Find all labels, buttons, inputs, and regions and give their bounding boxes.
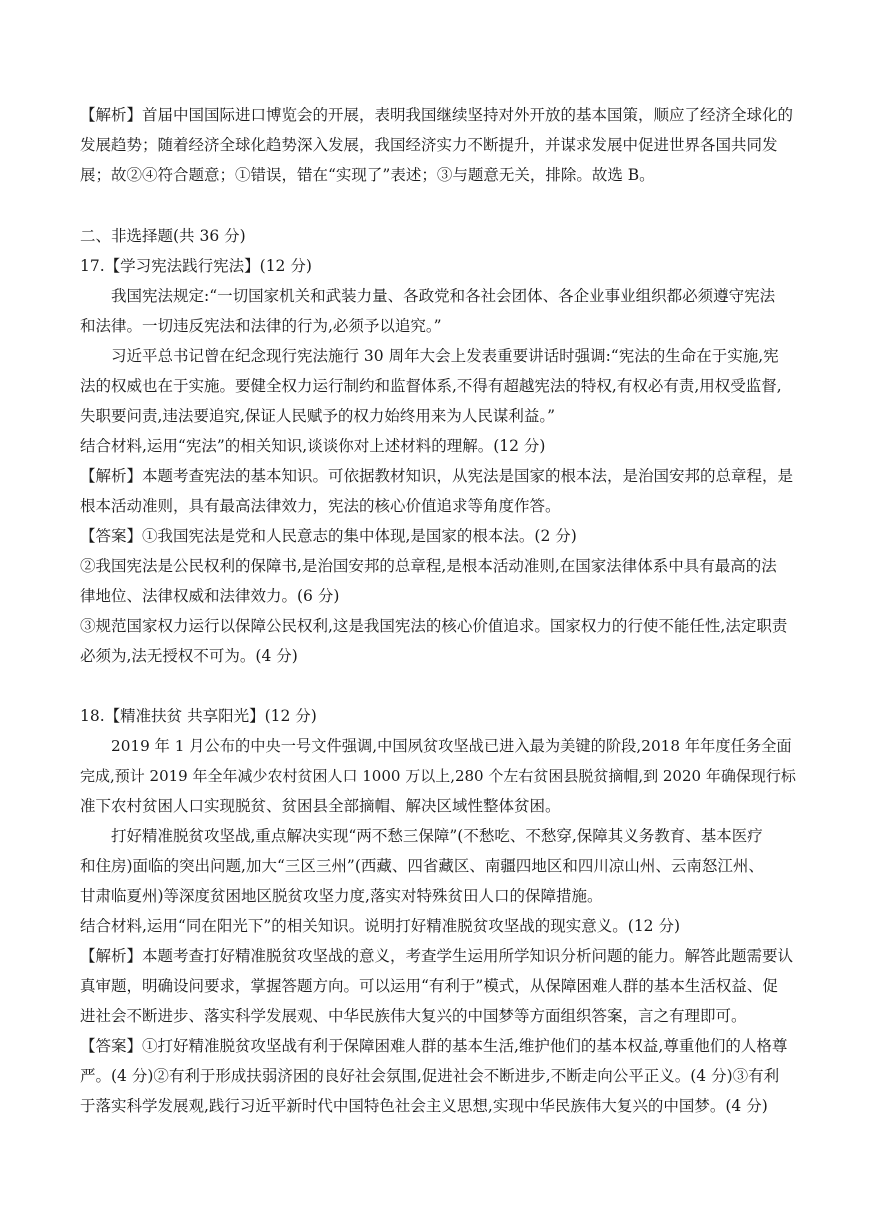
q17-material-line: 和法律。一切违反宪法和法律的行为,必须予以追究。” [80,317,442,335]
q17-analysis-line: 【解析】本题考查宪法的基本知识。可依据教材知识，从宪法是国家的根本法，是治国安邦的总章程，是 [80,467,794,485]
q16-analysis-line: 【解析】首届中国国际进口博览会的开展，表明我国继续坚持对外开放的基本国策，顺应了经济全球化的 [80,106,794,124]
q16-analysis-line: 发展趋势；随着经济全球化趋势深入发展，我国经济实力不断提升，并谋求发展中促进世界各国共同发 [80,136,778,154]
q18-analysis-line: 【解析】本题考查打好精准脱贫攻坚战的意义，考查学生运用所学知识分析问题的能力。解答此题需要认 [80,947,794,965]
q18-answer-line: 严。(4 分)②有利于形成扶弱济困的良好社会氛围,促进社会不断进步,不断走向公平正义。(4 分)③有利 [80,1067,780,1085]
q17-material-line: 失职要问责,违法要追究,保证人民赋予的权力始终用来为人民谋利益。” [80,407,556,425]
q18-material-line: 和住房)面临的突出问题,加大“三区三州”(西藏、四省藏区、南疆四地区和四川凉山州、云南怒江州、 [80,857,764,875]
q16-analysis-line: 展；故②④符合题意；①错误，错在“实现了”表述；③与题意无关，排除。故选 B。 [80,166,655,184]
q17-answer-line: ②我国宪法是公民权利的保障书,是治国安邦的总章程,是根本活动准则,在国家法律体系中具有最高的法 [80,557,777,575]
q18-material-line: 2019 年 1 月公布的中央一号文件强调,中国夙贫攻坚战已进入最为美键的阶段,2018 年年度任务全面 [111,737,792,755]
q18-material-line: 甘肃临夏州)等深度贫困地区脱贫攻坚力度,落实对特殊贫田人口的保障措施。 [80,887,603,905]
q18-analysis-line: 进社会不断进步、落实科学发展观、中华民族伟大复兴的中国梦等方面组织答案，言之有理即可。 [80,1007,747,1025]
q17-answer-line: 律地位、法律权威和法律效力。(6 分) [80,587,340,605]
q18-analysis-line: 真审题，明确设问要求，掌握答题方向。可以运用“有利于”模式，从保障困难人群的基本生活权益、促 [80,977,778,995]
q18-material-line: 准下农村贫困人口实现脱贫、贫困县全部摘帽、解决区域性整体贫困。 [80,797,561,815]
q18-material-line: 完成,预计 2019 年全年减少农村贫困人口 1000 万以上,280 个左右贫困县脱贫摘帽,到 2020 年确保现行标 [80,767,796,785]
q18-answer-line: 于落实科学发展观,践行习近平新时代中国特色社会主义思想,实现中华民族伟大复兴的中国梦。(4 分) [80,1097,768,1115]
q18-question: 结合材料,运用“同在阳光下”的相关知识。说明打好精准脱贫攻坚战的现实意义。(12 分) [80,917,681,935]
q17-question: 结合材料,运用“宪法”的相关知识,谈谈你对上述材料的理解。(12 分) [80,437,546,455]
q18-title: 18.【精准扶贫 共享阳光】(12 分) [80,707,317,725]
section-title: 二、非选择题(共 36 分) [80,227,246,245]
q17-material-line: 我国宪法规定:“一切国家机关和武装力量、各政党和各社会团体、各企业事业组织都必须遵守宪法 [111,287,776,305]
q18-answer-line: 【答案】①打好精准脱贫攻坚战有利于保障困难人群的基本生活,维护他们的基本权益,尊重他们的人格尊 [80,1037,788,1055]
q17-answer-line: 必须为,法无授权不可为。(4 分) [80,647,298,665]
q18-material-line: 打好精准脱贫攻坚战,重点解决实现“两不愁三保障”(不愁吃、不愁穿,保障其义务教育、基本医疗 [111,827,763,845]
q17-answer-line: ③规范国家权力运行以保障公民权利,这是我国宪法的核心价值追求。国家权力的行使不能任性,法定职责 [80,617,788,635]
q17-analysis-line: 根本活动准则，具有最高法律效力，宪法的核心价值追求等角度作答。 [80,497,561,515]
q17-material-line: 习近平总书记曾在纪念现行宪法施行 30 周年大会上发表重要讲话时强调:“宪法的生命在于实施,宪 [111,347,779,365]
q17-material-line: 法的权威也在于实施。要健全权力运行制约和监督体系,不得有超越宪法的特权,有权必有责,用权受监督, [80,377,782,395]
q17-answer-line: 【答案】①我国宪法是党和人民意志的集中体现,是国家的根本法。(2 分) [80,527,577,545]
q17-title: 17.【学习宪法践行宪法】(12 分) [80,257,312,275]
